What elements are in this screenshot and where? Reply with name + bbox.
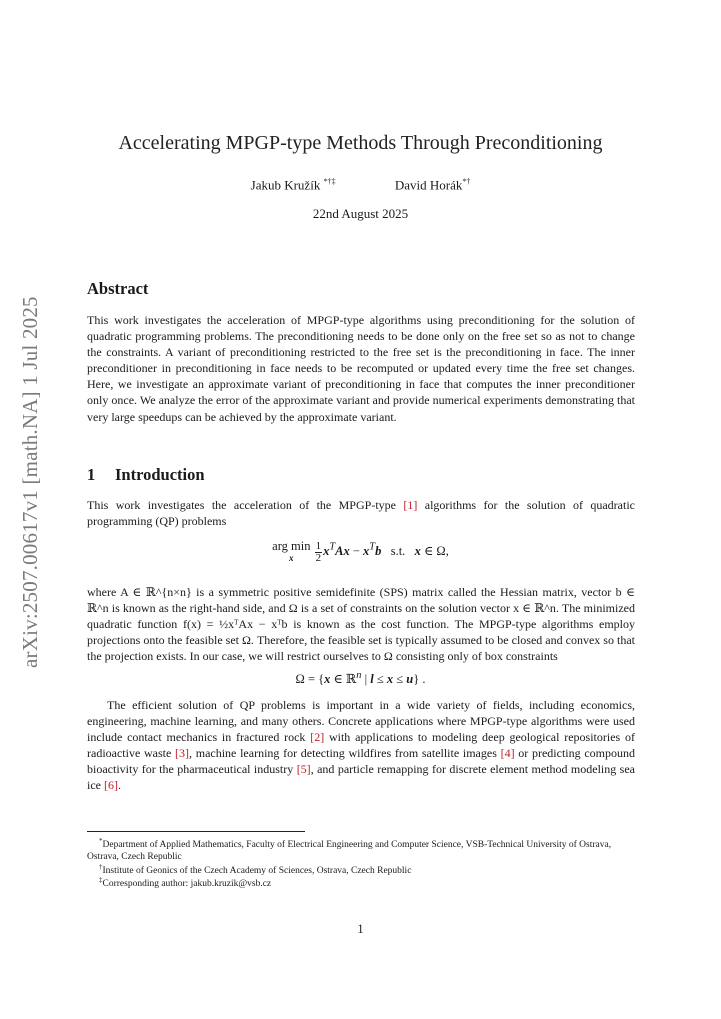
- arxiv-identifier: arXiv:2507.00617v1 [math.NA] 1 Jul 2025: [18, 296, 42, 668]
- citation-4[interactable]: [4]: [500, 746, 515, 761]
- argmin-operator: arg min x: [272, 539, 311, 563]
- author-1-name: Jakub Kružík: [250, 177, 321, 193]
- intro-p1-text-a: This work investigates the acceleration of the MPGP-type: [87, 498, 404, 512]
- fraction-half: $\frac{1}{2}$: [315, 539, 322, 564]
- intro-p3-text-f: .: [118, 778, 121, 793]
- paper-title: Accelerating MPGP-type Methods Through Preconditioning: [118, 132, 603, 154]
- paper-date: 22nd August 2025: [312, 206, 409, 221]
- intro-paragraph-1: [87, 497, 635, 529]
- equation-box-constraints: Ω = {x ∈ ℝ$^n$ | l ≤ x ≤ u} .: [295, 670, 426, 687]
- intro-paragraph-2: where A ∈ ℝ^{n×n} is a symmetric positive semidefinite (SPS) matrix called the Hessian matrix, vector b ∈ ℝ^n is known as the right-hand side, and Ω is a set of constraints on the solution vector x ∈ ℝ^n. The minimized quadratic function f(x) = ½xᵀAx − xᵀb is known as the cost function. The MPGP-type algorithms employ projections onto the feasible set Ω. Therefore, the feasible set is typically assumed to be closed and convex so that the projection exists. In our case, we will restrict ourselves to Ω consisting only of box constraints: [87, 585, 635, 664]
- abstract-text: This work investigates the acceleration of MPGP-type algorithms using preconditioning for the solution of quadratic programming problems. The preconditioning needs to be done only on the free set so as not to change the constraints. A variant of preconditioning restricted to the free set is the preconditioning in face. The inner preconditioner in preconditioning in face needs to be recomputed or updated every time the free set changes. Here, we investigate an approximate variant of preconditioning in face that computes the inner preconditioner only once. We analyze the error of the approximate variant and provide numerical experiments demonstrating that very large speedups can be achieved by the approximate variant.: [87, 313, 635, 424]
- footnote-1: *Department of Applied Mathematics, Faculty of Electrical Engineering and Computer Science, VSB-Technical University of Ostrava, Ostrava, Czech Republic: [87, 837, 612, 862]
- such-that-label: s.t.: [390, 543, 406, 558]
- section-number: 1: [87, 465, 96, 484]
- intro-p3-text-c: , machine learning for detecting wildfires from satellite images: [189, 746, 501, 761]
- footnote-divider: [87, 831, 305, 832]
- citation-2[interactable]: [2]: [310, 730, 325, 745]
- intro-p3-text-b: with applications to modeling deep geological repositories of radioactive waste: [87, 730, 635, 761]
- section-heading-introduction: [87, 465, 205, 485]
- footnote-1-text: Department of Applied Mathematics, Faculty of Electrical Engineering and Computer Science, VSB-Technical University of Ostrava, Ostrava, Czech Republic: [87, 840, 612, 862]
- section-title: Introduction: [115, 465, 205, 484]
- citation-3[interactable]: [3]: [175, 746, 190, 761]
- citation-1[interactable]: [1]: [403, 498, 418, 512]
- intro-paragraph-3: [87, 697, 635, 794]
- intro-p3-text-d: or predicting compound bioactivity for the pharmaceutical industry: [87, 746, 635, 777]
- intro-p1-text-b: algorithms for the solution of quadratic programming (QP) problems: [87, 498, 635, 529]
- author-2-marks: *†: [462, 177, 471, 186]
- citation-5[interactable]: [5]: [296, 762, 311, 777]
- intro-p3-text-a: The efficient solution of QP problems is important in a wide variety of fields, including economics, engineering, machine learning, and many others. Concrete applications where MPGP-type algorithms were used include contact mechanics in fractured rock: [87, 698, 635, 745]
- footnote-2: †Institute of Geonics of the Czech Academy of Sciences, Ostrava, Czech Republic: [99, 863, 412, 877]
- author-list: [0, 177, 721, 193]
- author-2: [395, 177, 471, 193]
- author-1: [251, 177, 336, 193]
- page-number: 1: [357, 922, 364, 936]
- citation-6[interactable]: [6]: [104, 778, 118, 793]
- author-1-marks: *†‡: [323, 177, 336, 186]
- author-2-name: David Horák: [394, 177, 463, 193]
- intro-p3-text-e: , and particle remapping for discrete element method modeling sea ice: [87, 762, 635, 793]
- equation-qp-problem: arg min x $\frac{1}{2}x^TAx - x^Tb$ s.t. x ∈ Ω,: [272, 539, 449, 564]
- footnote-3: ‡Corresponding author: jakub.kruzik@vsb.cz: [99, 876, 272, 890]
- footnote-3-text: Corresponding author: jakub.kruzik@vsb.cz: [102, 879, 272, 890]
- footnote-2-text: Institute of Geonics of the Czech Academy of Sciences, Ostrava, Czech Republic: [102, 866, 412, 877]
- abstract-heading: Abstract: [87, 279, 149, 298]
